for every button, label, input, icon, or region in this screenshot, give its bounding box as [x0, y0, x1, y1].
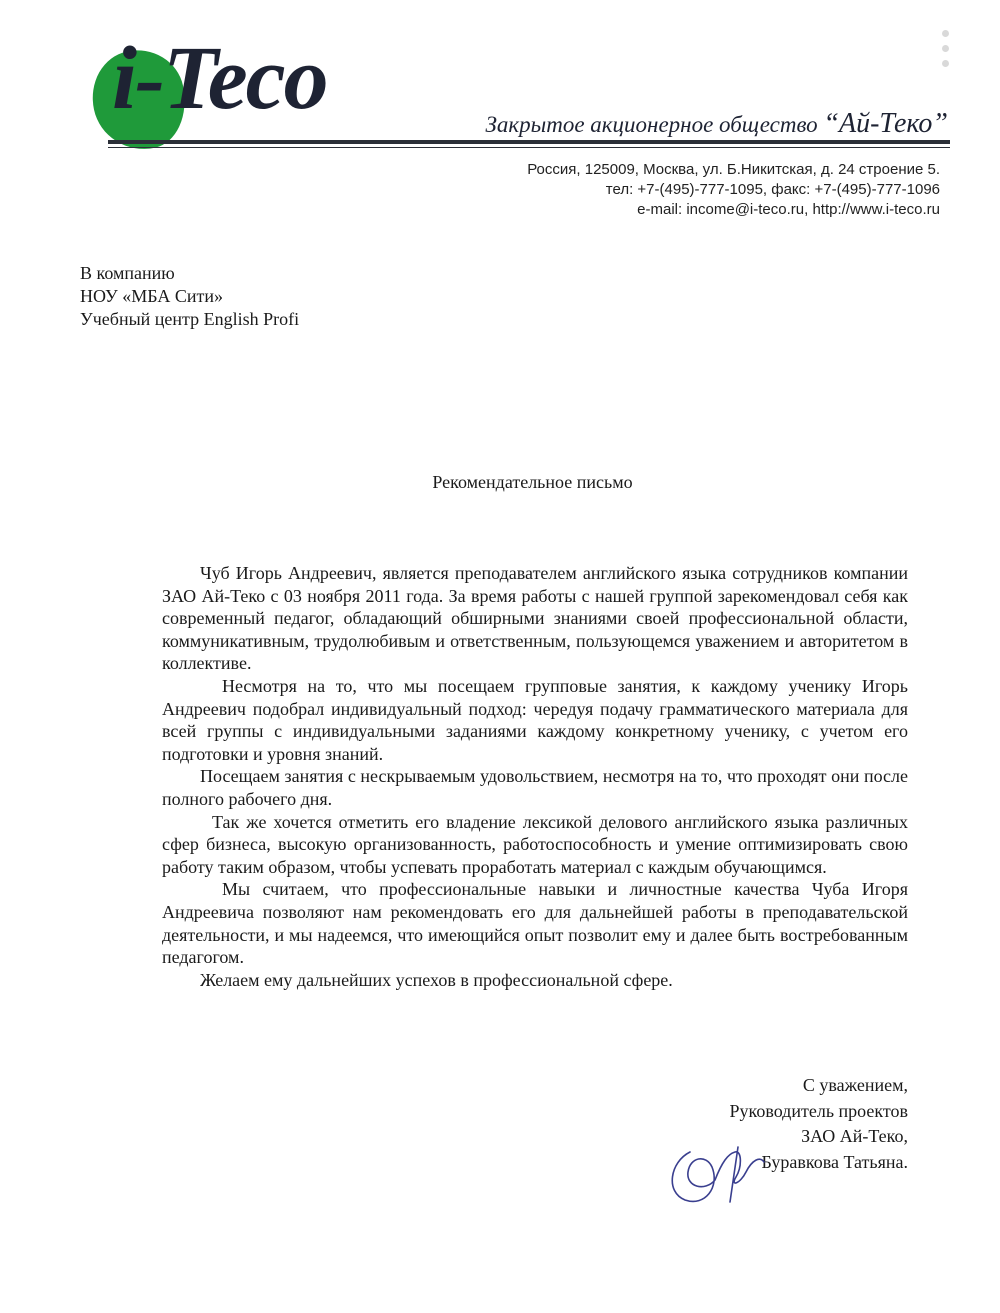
- closing-line: С уважением,: [802, 1075, 908, 1095]
- signer-name: Буравкова Татьяна.: [761, 1151, 908, 1172]
- letter-title: Рекомендательное письмо: [432, 472, 633, 492]
- body-paragraph: Мы считаем, что профессиональные навыки и личностные качества Чуба Игоря Андреевича позволяют нам рекомендовать его для дальнейшей работы в преподавательской деятельности, и мы надеемся, что имеющийся опыт позволит ему и далее быть востребованным педагогом.: [162, 879, 908, 968]
- body-paragraph: Посещаем занятия с нескрываемым удовольствием, несмотря на то, что проходят они после полного рабочего дня.: [162, 766, 908, 809]
- header-divider-thick: [108, 140, 950, 144]
- body-paragraph: Желаем ему дальнейших успехов в профессиональной сфере.: [200, 969, 673, 990]
- more-options-icon[interactable]: [942, 30, 952, 75]
- header-divider-thin: [108, 147, 950, 148]
- company-name-prefix: Закрытое акционерное общество: [485, 112, 818, 137]
- recipient-line: В компанию: [80, 263, 175, 283]
- address-line: Россия, 125009, Москва, ул. Б.Никитская, д. 24 строение 5.: [527, 161, 940, 178]
- closing-line: ЗАО Ай-Теко,: [801, 1126, 908, 1146]
- recipient-block: [80, 262, 299, 331]
- company-logo: [88, 28, 338, 133]
- company-full-name: [486, 108, 949, 140]
- closing-line: Руководитель проектов: [729, 1100, 908, 1121]
- company-name-quoted: “Ай-Теко”: [823, 108, 948, 139]
- recipient-line: Учебный центр English Profi: [80, 309, 300, 329]
- email-web-line: e-mail: income@i-teco.ru, http://www.i-teco.ru: [637, 201, 940, 218]
- phone-line: тел: +7-(495)-777-1095, факс: +7-(495)-777-1096: [605, 181, 940, 198]
- body-paragraph: Чуб Игорь Андреевич, является преподавателем английского языка сотрудников компании ЗАО Ай-Теко с 03 ноября 2011 года. За время работы с нашей группой зарекомендовал себя как современный педагог, обладающий обширными знаниями своей профессиональной области, коммуникативным, трудолюбивым и ответственным, пользующемся уважением и авторитетом в коллективе.: [162, 563, 908, 674]
- body-paragraph: Так же хочется отметить его владение лексикой делового английского языка различных сфер бизнеса, высокую организованность, работоспособность и умение оптимизировать свою работу таким образом, чтобы успевать проработать материал с каждым обучающимся.: [162, 811, 908, 877]
- handwritten-signature: [660, 1132, 780, 1212]
- recipient-line: НОУ «МБА Сити»: [80, 286, 223, 306]
- letter-body: [162, 562, 908, 991]
- logo-text: i-Teco: [112, 29, 327, 128]
- body-paragraph: Несмотря на то, что мы посещаем групповые занятия, к каждому ученику Игорь Андреевич подобрал индивидуальный подход: чередуя подачу грамматического материала для всей группы с индивидуальными заданиями каждому конкретному ученику, с учетом его подготовки и уровня знаний.: [162, 675, 908, 764]
- company-address-block: [527, 160, 940, 220]
